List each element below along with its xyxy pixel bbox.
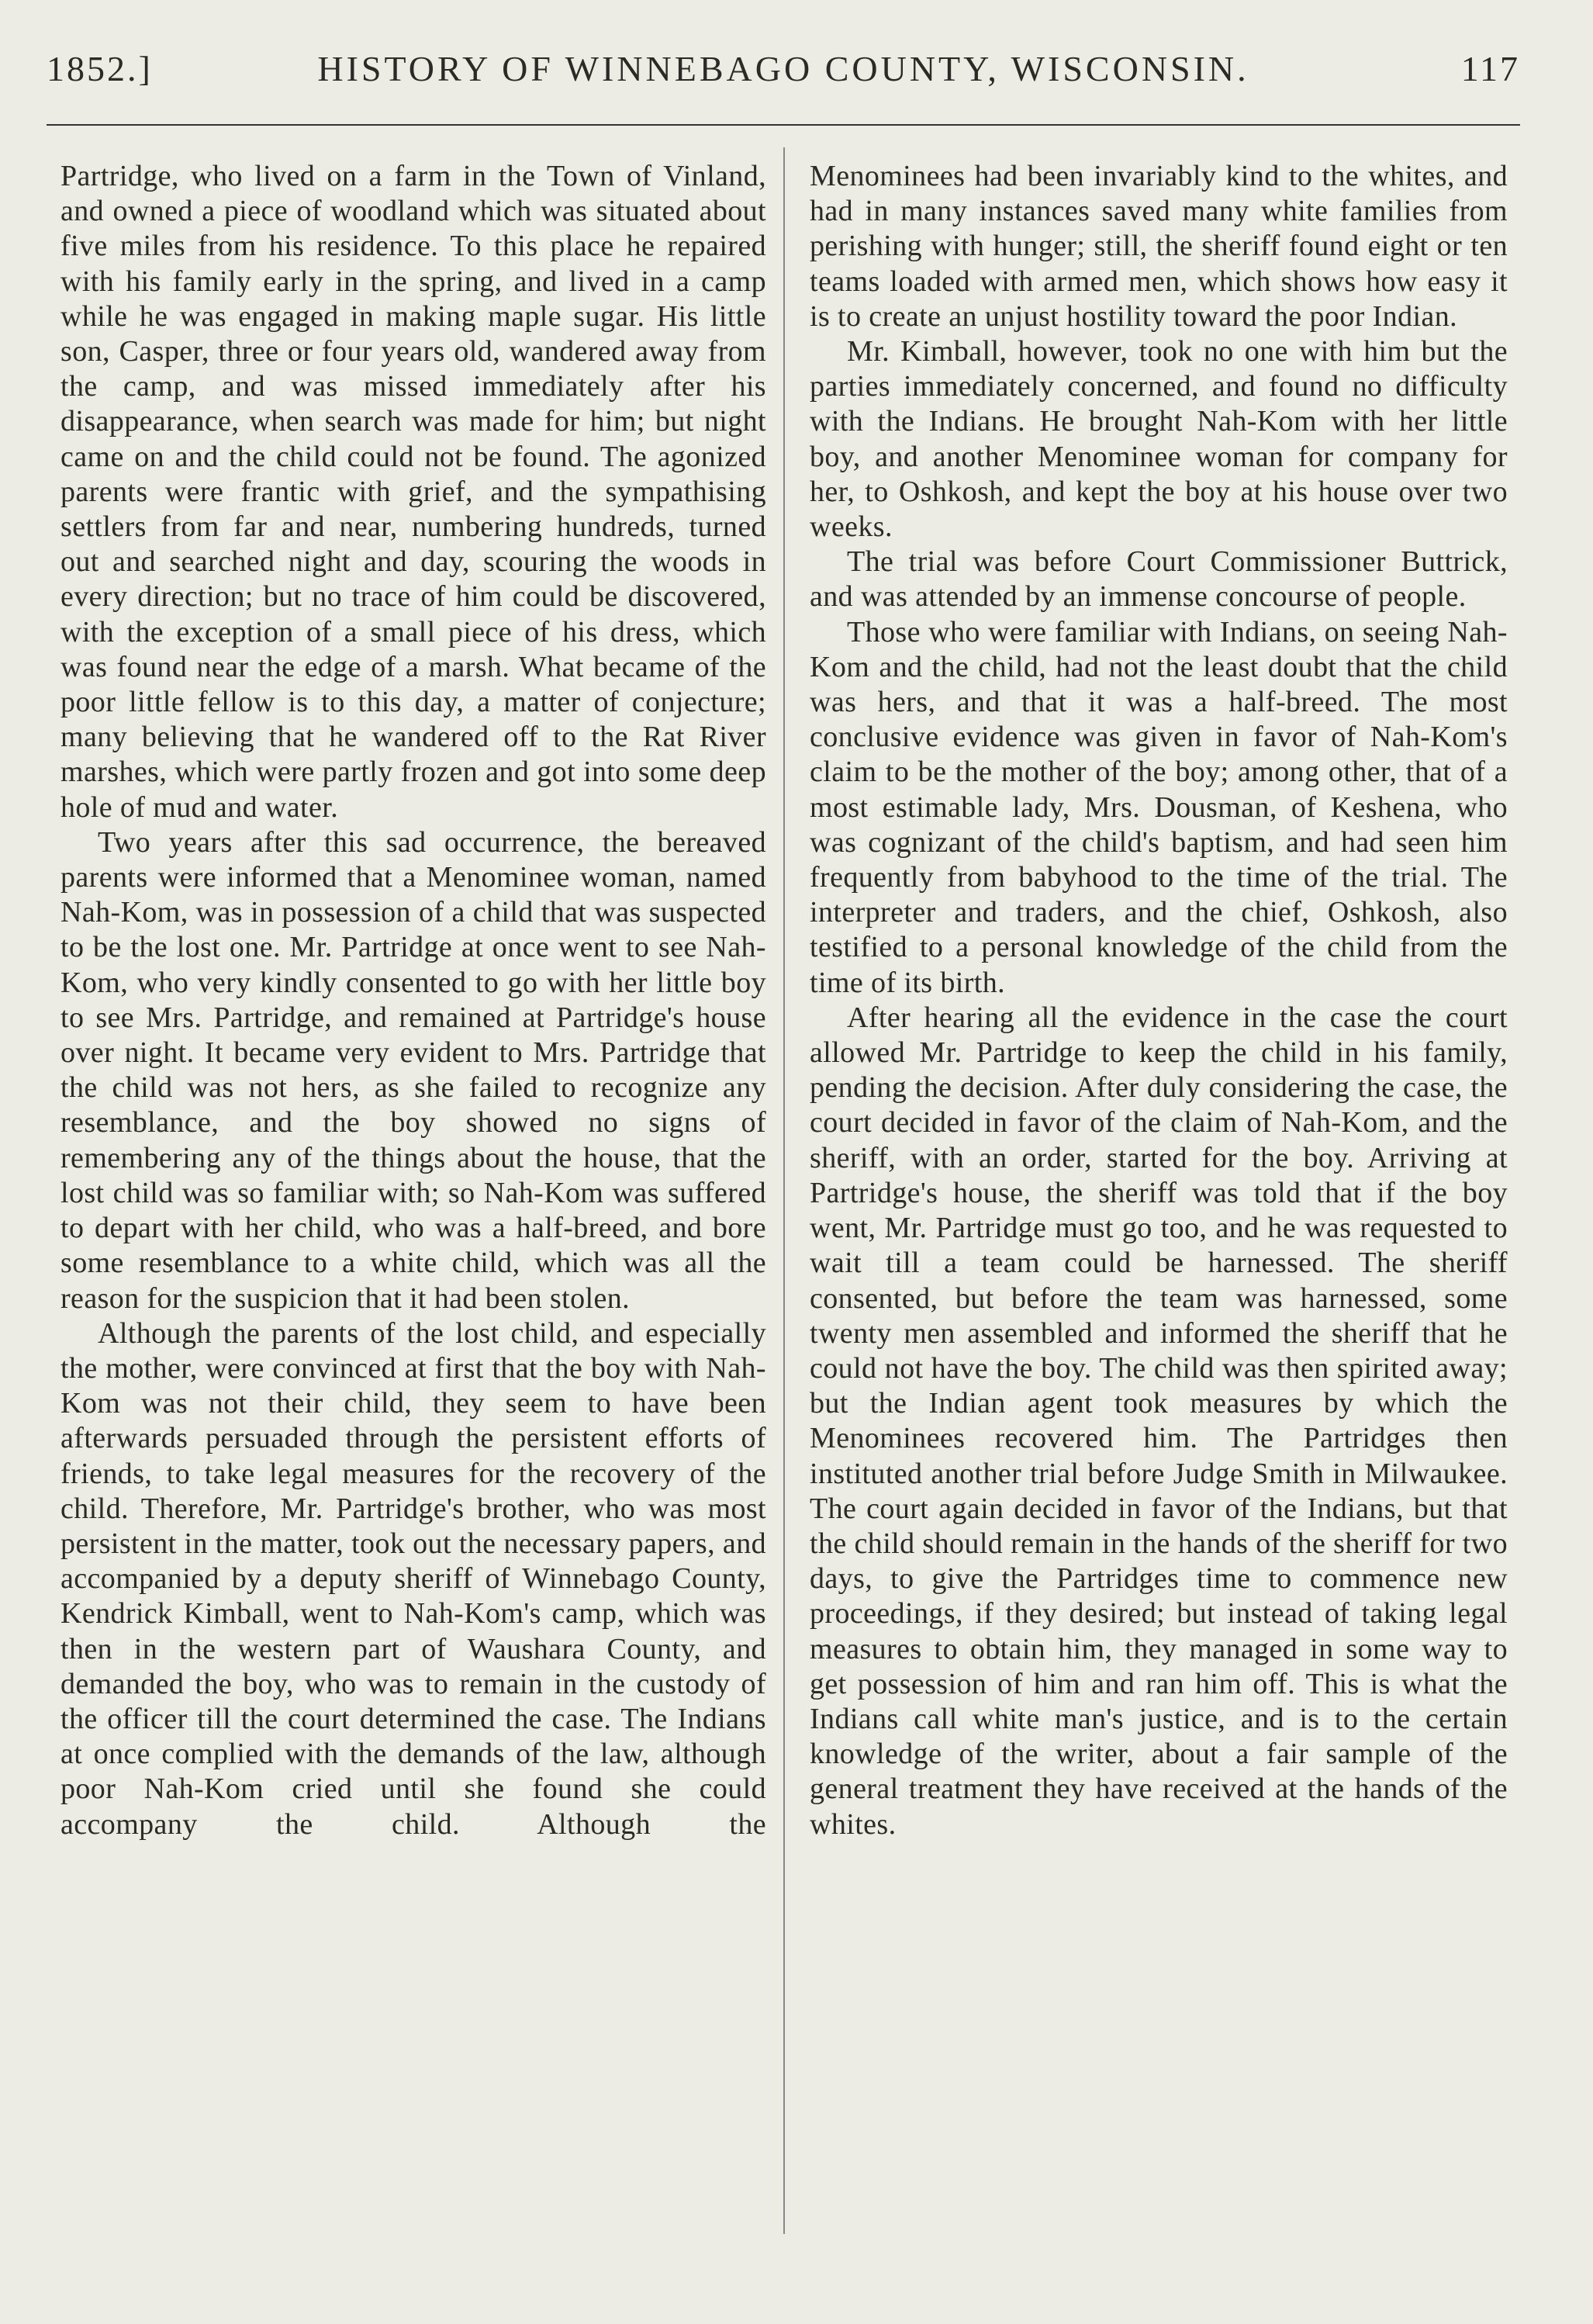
page-header (47, 48, 1520, 95)
paragraph: Mr. Kimball, however, took no one with him but the parties immediately concerned, and found no difficulty with the Indians. He brought Nah-Kom with her little boy, and another Menominee woman for company for her, to Oshkosh, and kept the boy at his house over two weeks. (810, 335, 1508, 544)
right-column (810, 159, 1508, 1842)
left-column (60, 159, 766, 1842)
paragraph: The trial was before Court Commissioner Buttrick, and was attended by an immense concourse of people. (810, 545, 1508, 614)
paragraph: Two years after this sad occurrence, the bereaved parents were informed that a Menominee woman, named Nah-Kom, was in possession of a child that was suspected to be the lost one. Mr. Partridge at once went to see Nah-Kom, who very kindly consented to go with her little boy to see Mrs. Partridge, and remained at Partridge's house over night. It became very evident to Mrs. Partridge that the child was not hers, as she failed to recognize any resemblance, and the boy showed no signs of remembering any of the things about the house, that the lost child was so familiar with; so Nah-Kom was suffered to depart with her child, who was a half-breed, and bore some resemblance to a white child, which was all the reason for the suspicion that it had been stolen. (60, 825, 766, 1315)
header-year: 1852.] (47, 49, 153, 88)
column-divider (783, 147, 785, 2234)
page-number: 117 (1460, 49, 1520, 88)
running-title: HISTORY OF WINNEBAGO COUNTY, WISCONSIN. (317, 49, 1249, 88)
paragraph: Although the parents of the lost child, and especially the mother, were convinced at first that the boy with Nah-Kom was not their child, they seem to have been afterwards persuaded through the persistent efforts of friends, to take legal measures for the recovery of the child. Therefore, Mr. Partridge's brother, who was most persistent in the matter, took out the necessary papers, and accompanied by a deputy sheriff of Winnebago County, Kendrick Kimball, went to Nah-Kom's camp, which was then in the western part of Waushara County, and demanded the boy, who was to remain in the custody of the officer till the court determined the case. The Indians at once complied with the demands of the law, although poor Nah-Kom cried until she found she could accompany the child. Although the (60, 1316, 766, 1841)
paragraph: Partridge, who lived on a farm in the Town of Vinland, and owned a piece of woodland which was situated about five miles from his residence. To this place he repaired with his family early in the spring, and lived in a camp while he was engaged in making maple sugar. His little son, Casper, three or four years old, wandered away from the camp, and was missed immediately after his disappearance, when search was made for him; but night came on and the child could not be found. The agonized parents were frantic with grief, and the sympathising settlers from far and near, numbering hundreds, turned out and searched night and day, scouring the woods in every direction; but no trace of him could be discovered, with the exception of a small piece of his dress, which was found near the edge of a marsh. What became of the poor little fellow is to this day, a matter of conjecture; many believing that he wandered off to the Rat River marshes, which were partly frozen and got into some deep hole of mud and water. (60, 160, 766, 824)
paragraph: Those who were familiar with Indians, on seeing Nah-Kom and the child, had not the least doubt that the child was hers, and that it was a half-breed. The most conclusive evidence was given in favor of Nah-Kom's claim to be the mother of the boy; among other, that of a most estimable lady, Mrs. Dousman, of Keshena, who was cognizant of the child's baptism, and had seen him frequently from babyhood to the time of the trial. The interpreter and traders, and the chief, Oshkosh, also testified to a personal knowledge of the child from the time of its birth. (810, 615, 1508, 999)
paragraph: Menominees had been invariably kind to the whites, and had in many instances saved many white families from perishing with hunger; still, the sheriff found eight or ten teams loaded with armed men, which shows how easy it is to create an unjust hostility toward the poor Indian. (810, 160, 1508, 333)
header-rule (47, 124, 1520, 126)
paragraph: After hearing all the evidence in the case the court allowed Mr. Partridge to keep the child in his family, pending the decision. After duly considering the case, the court decided in favor of the claim of Nah-Kom, and the sheriff, with an order, started for the boy. Arriving at Partridge's house, the sheriff was told that if the boy went, Mr. Partridge must go too, and he was requested to wait till a team could be harnessed. The sheriff consented, but before the team was harnessed, some twenty men assembled and informed the sheriff that he could not have the boy. The child was then spirited away; but the Indian agent took measures by which the Menominees recovered him. The Partridges then instituted another trial before Judge Smith in Milwaukee. The court again decided in favor of the Indians, but that the child should remain in the hands of the sheriff for two days, to give the Partridges time to commence new proceedings, if they desired; but instead of taking legal measures to obtain him, they managed in some way to get possession of him and ran him off. This is what the Indians call white man's justice, and is to the certain knowledge of the writer, about a fair sample of the general treatment they have received at the hands of the whites. (810, 1001, 1508, 1841)
